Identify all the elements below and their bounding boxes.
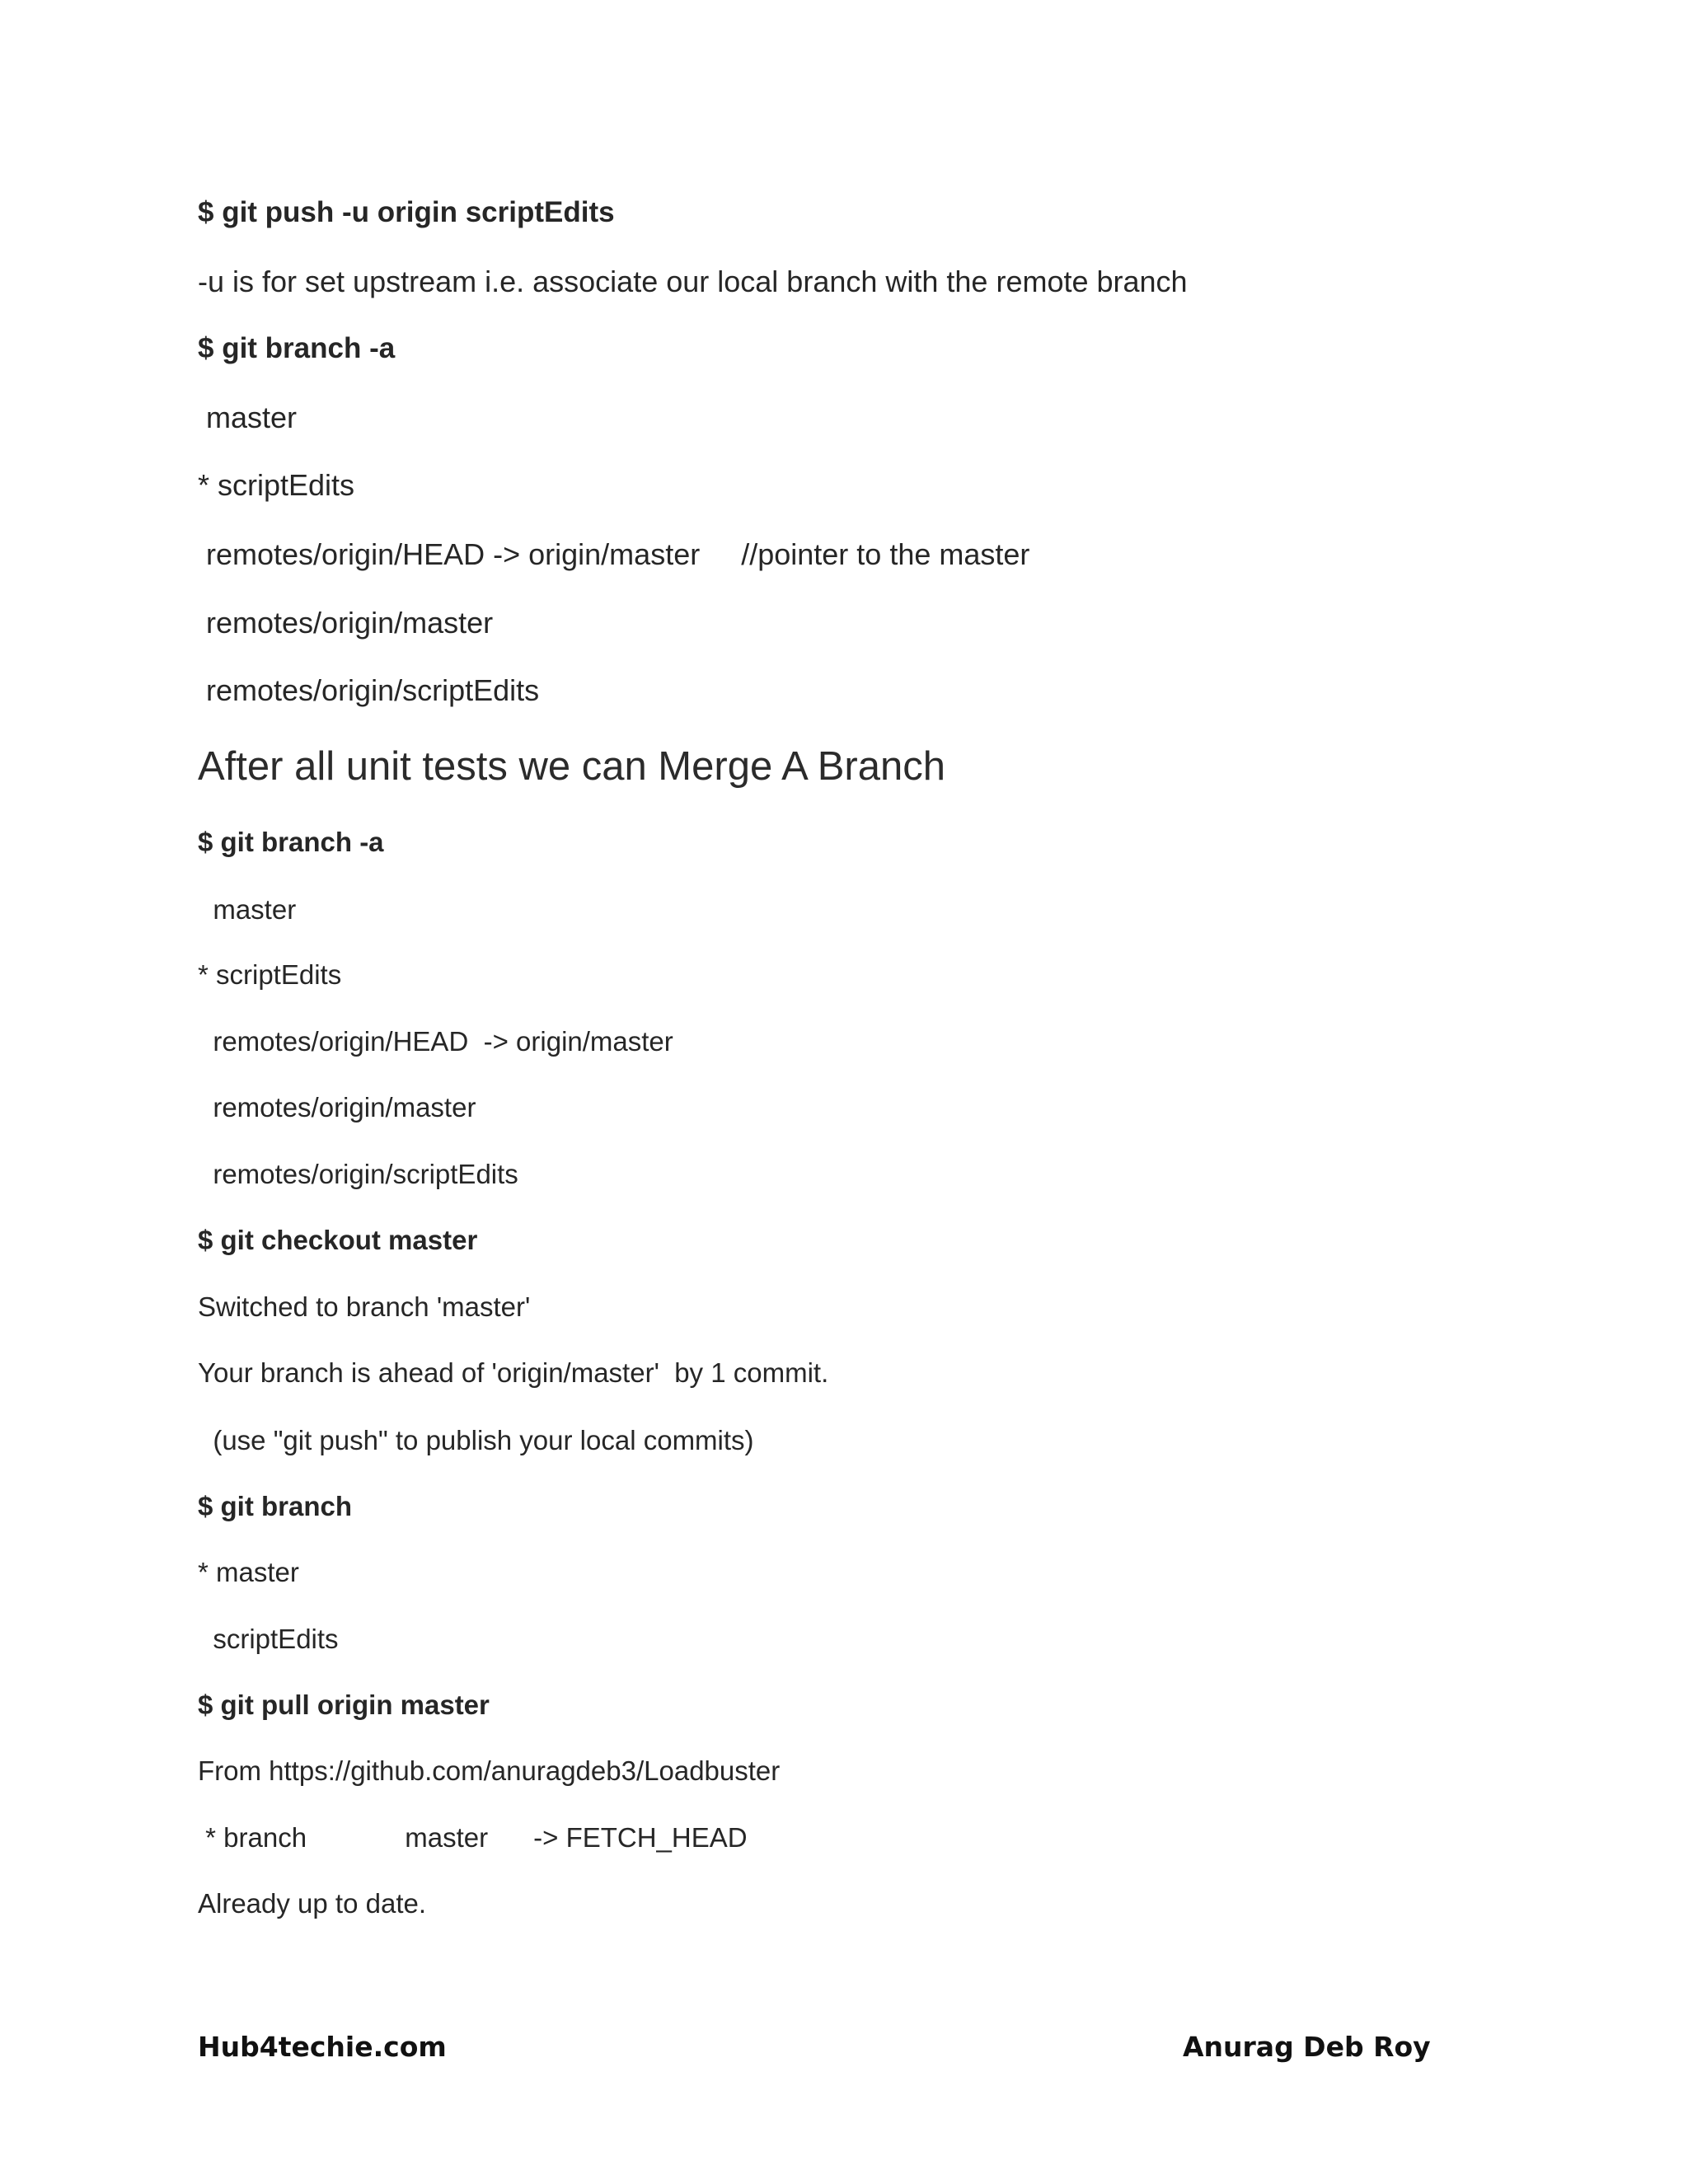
command-git-push-upstream: $ git push -u origin scriptEdits [198,196,615,228]
output-line: remotes/origin/scriptEdits [198,673,540,707]
output-line: remotes/origin/HEAD -> origin/master [198,1026,673,1057]
output-line: From https://github.com/anuragdeb3/Loadbuster [198,1755,781,1786]
note-upstream-explanation: -u is for set upstream i.e. associate our local branch with the remote branch [198,265,1188,298]
output-line: master [198,401,298,434]
footer-author-name: Anurag Deb Roy [1183,2031,1431,2063]
output-line: remotes/origin/master [198,606,494,640]
output-line: Already up to date. [198,1888,427,1919]
output-line: * branch master -> FETCH_HEAD [198,1822,748,1853]
footer-site-name: Hub4techie.com [198,2031,447,2063]
output-line: Your branch is ahead of 'origin/master' by 1 commit. [198,1357,829,1388]
output-line: master [198,894,297,925]
output-line: remotes/origin/master [198,1092,476,1122]
command-git-branch-all: $ git branch -a [198,827,384,857]
command-git-pull-origin-master: $ git pull origin master [198,1690,490,1720]
command-git-checkout-master: $ git checkout master [198,1225,478,1255]
output-line: remotes/origin/scriptEdits [198,1159,518,1189]
output-line: remotes/origin/HEAD -> origin/master //pointer to the master [198,537,1030,571]
output-line: * master [198,1557,299,1587]
output-line: (use "git push" to publish your local commits) [198,1425,754,1455]
section-heading-merge-branch: After all unit tests we can Merge A Branch [198,744,945,789]
output-line: scriptEdits [198,1624,339,1654]
command-git-branch-all: $ git branch -a [198,332,396,364]
output-line: * scriptEdits [198,959,342,990]
output-line: * scriptEdits [198,468,355,502]
command-git-branch: $ git branch [198,1491,353,1521]
output-line: Switched to branch 'master' [198,1291,531,1322]
